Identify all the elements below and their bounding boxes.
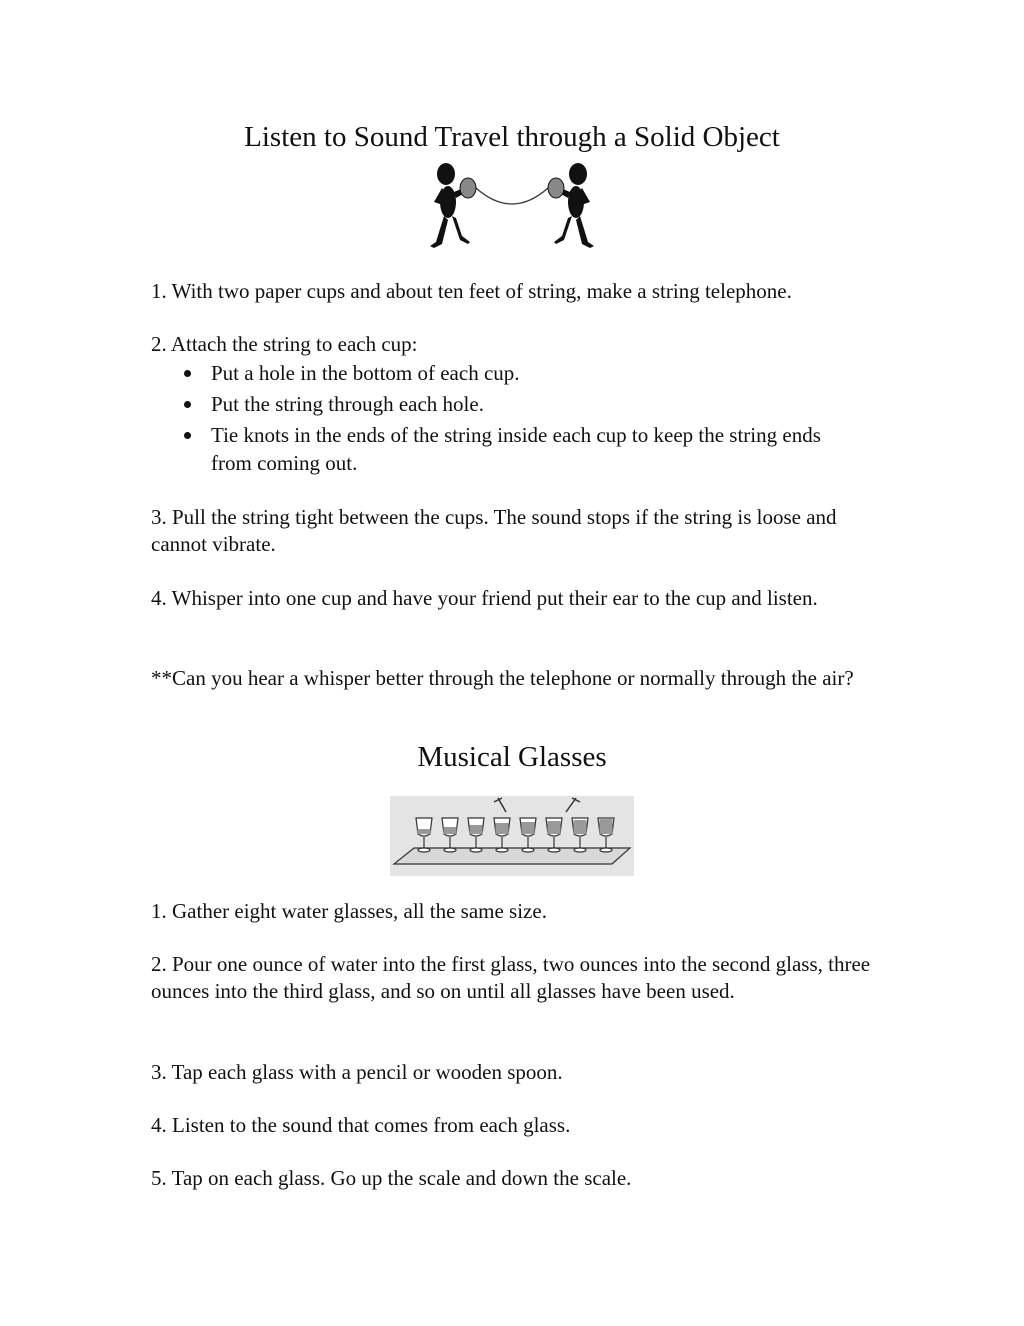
string-telephone-figures-icon (424, 158, 600, 254)
telephone-step-4: 4. Whisper into one cup and have your friend put their ear to the cup and listen. (151, 586, 818, 610)
bullet-dot-icon (184, 370, 191, 377)
telephone-step-2: 2. Attach the string to each cup: (151, 332, 418, 356)
glasses-step-1: 1. Gather eight water glasses, all the same size. (151, 899, 547, 923)
bullet-dot-icon (184, 432, 191, 439)
bullet-item: Put a hole in the bottom of each cup. (182, 359, 862, 387)
bullet-item: Tie knots in the ends of the string inside each cup to keep the string ends from coming out. (182, 421, 862, 477)
telephone-step-1: 1. With two paper cups and about ten feet of string, make a string telephone. (151, 279, 792, 303)
bullet-item: Put the string through each hole. (182, 390, 862, 418)
telephone-question: **Can you hear a whisper better through the telephone or normally through the air? (151, 666, 854, 690)
section-title-string-telephone: Listen to Sound Travel through a Solid Object (244, 121, 780, 153)
section-title-musical-glasses: Musical Glasses (417, 741, 607, 773)
glasses-step-2: 2. Pour one ounce of water into the first glass, two ounces into the second glass, three ounces into the third glass, and so on until all glasses have been used. (151, 952, 871, 1003)
glasses-step-3: 3. Tap each glass with a pencil or wooden spoon. (151, 1060, 563, 1084)
telephone-step-3: 3. Pull the string tight between the cups. The sound stops if the string is loose and cannot vibrate. (151, 505, 837, 556)
glasses-step-5: 5. Tap on each glass. Go up the scale and down the scale. (151, 1166, 632, 1190)
musical-glasses-icon (390, 796, 634, 876)
telephone-bullet-list (182, 359, 862, 480)
bullet-dot-icon (184, 401, 191, 408)
glasses-step-4: 4. Listen to the sound that comes from each glass. (151, 1113, 571, 1137)
